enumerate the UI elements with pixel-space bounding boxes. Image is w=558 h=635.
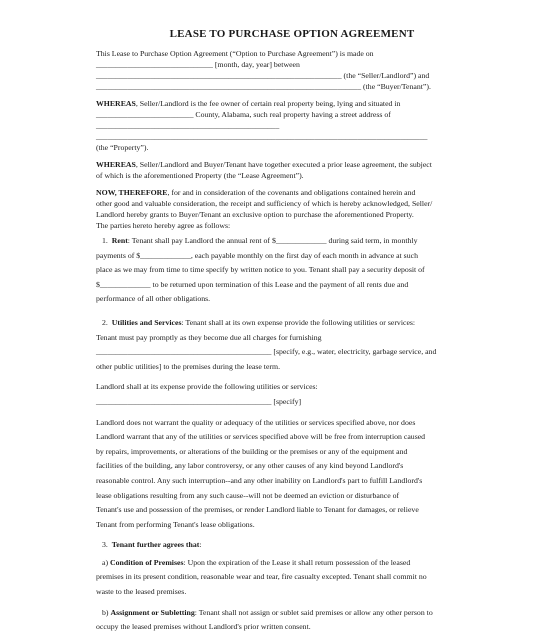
landlord-utilities-paragraph bbox=[96, 380, 488, 409]
utilities-line: reasonable control. Any such interruption--and any other inability on Landlord's part to fulfill Landlord's bbox=[96, 475, 423, 485]
whereas-line: _______________________________________________ bbox=[96, 121, 280, 130]
utilities-line: : Tenant shall at its own expense provide the following utilities or services: bbox=[181, 317, 416, 327]
utilities-line: _____________________________________________ [specify] bbox=[96, 396, 302, 406]
rent-heading: Rent bbox=[111, 236, 128, 245]
tenant-agrees-heading: Tenant further agrees that bbox=[111, 540, 200, 550]
rent-line: payments of $_____________, each payable monthly on the first day of each month in advance at such bbox=[96, 250, 418, 260]
whereas-line: , Seller/Landlord and Buyer/Tenant have together executed a prior lease agreement, the subject bbox=[135, 160, 432, 169]
utilities-line: Tenant from performing Tenant's lease obligations. bbox=[96, 519, 255, 529]
intro-buyer-line: ____________________________________________________________________ (the “Buyer/Tenant”). bbox=[96, 82, 431, 91]
section-number: 3. bbox=[102, 540, 108, 550]
utilities-line: facilities of the building, any labor controversy, or any other causes of any kind beyond Landlord's bbox=[96, 461, 404, 471]
whereas-lease-paragraph bbox=[96, 159, 488, 181]
utilities-heading: Utilities and Services bbox=[111, 317, 182, 327]
utilities-section bbox=[96, 316, 488, 374]
utilities-line: Landlord does not warrant the quality or adequacy of the utilities or services specified above, nor does bbox=[96, 417, 416, 427]
condition-line: waste to the leased premises. bbox=[96, 587, 187, 597]
intro-paragraph bbox=[96, 48, 488, 92]
utilities-line: _____________________________________________ [specify, e.g., water, electricity, garbage service, and bbox=[96, 347, 437, 357]
whereas-lead: WHEREAS bbox=[96, 99, 136, 108]
tenant-agrees-colon: : bbox=[199, 540, 202, 550]
intro-seller-line: _______________________________________________________________ (the “Seller/Landlord”) and bbox=[96, 71, 430, 80]
utilities-line: lease obligations resulting from any such cause--will not be deemed an eviction or disturbance of bbox=[96, 490, 400, 500]
whereas-line: _____________________________________________________________________________________ bbox=[96, 132, 428, 141]
assignment-section bbox=[96, 606, 488, 635]
whereas-line: , Seller/Landlord is the fee owner of certain real property being, lying and situated in bbox=[135, 99, 401, 108]
rent-line: place as we may from time to time specify by written notice to you. Tenant shall pay a security deposit of bbox=[96, 265, 425, 275]
utilities-line: Landlord warrant that any of the utilities or services specified above will be free from interruption caused bbox=[96, 432, 426, 442]
assignment-line: occupy the leased premises without Landlord's prior written consent. bbox=[96, 622, 311, 632]
section-number: 2. bbox=[102, 317, 108, 327]
condition-heading: Condition of Premises bbox=[110, 557, 184, 567]
subsection-label: b) bbox=[102, 607, 109, 617]
subsection-label: a) bbox=[102, 557, 109, 567]
assignment-line: : Tenant shall not assign or sublet said premises or allow any other person to bbox=[194, 607, 433, 617]
whereas-lead: WHEREAS bbox=[96, 160, 136, 169]
now-therefore-line: The parties hereto hereby agree as follows: bbox=[96, 221, 231, 230]
now-therefore-line: other good and valuable consideration, the receipt and sufficiency of which is hereby acknowledged, Seller/ bbox=[96, 199, 433, 208]
utilities-line: Tenant's use and possession of the premises, or render Landlord liable to Tenant for damages, or relieve bbox=[96, 505, 419, 515]
rent-line: : Tenant shall pay Landlord the annual rent of $_____________ during said term, in monthly bbox=[127, 236, 418, 245]
now-therefore-line: , for and in consideration of the covenants and obligations contained herein and bbox=[167, 188, 416, 197]
condition-line: : Upon the expiration of the Lease it shall return possession of the leased bbox=[183, 557, 411, 567]
whereas-line: _________________________ County, Alabama, such real property having a street address of bbox=[96, 110, 391, 119]
now-therefore-paragraph bbox=[96, 187, 488, 231]
intro-date-line: ______________________________ [month, day, year] between bbox=[96, 60, 300, 69]
now-therefore-lead: NOW, THEREFORE bbox=[96, 188, 168, 197]
intro-line: This Lease to Purchase Option Agreement (“Option to Purchase Agreement”) is made on bbox=[96, 49, 374, 58]
assignment-heading: Assignment or Subletting bbox=[110, 607, 195, 617]
condition-section bbox=[96, 556, 488, 600]
rent-section bbox=[96, 234, 488, 307]
whereas-line: of which is the aforementioned Property (the “Lease Agreement”). bbox=[96, 171, 304, 180]
utilities-line: Landlord shall at its expense provide the following utilities or services: bbox=[96, 382, 318, 392]
section-number: 1. bbox=[102, 236, 108, 245]
whereas-owner-paragraph bbox=[96, 98, 488, 153]
rent-line: performance of all other obligations. bbox=[96, 294, 211, 304]
utilities-line: other public utilities] to the premises during the lease term. bbox=[96, 361, 281, 371]
utilities-line: Tenant must pay promptly as they become due all charges for furnishing bbox=[96, 332, 322, 342]
now-therefore-line: Landlord hereby grants to Buyer/Tenant an exclusive option to purchase the aforementioned Property. bbox=[96, 210, 414, 219]
warranty-paragraph bbox=[96, 416, 488, 533]
condition-line: premises in its present condition, reasonable wear and tear, fire casualty excepted. Tenant shall commit no bbox=[96, 572, 427, 582]
rent-line: $_____________ to be returned upon termination of this Lease and the payment of all rents due and bbox=[96, 279, 409, 289]
tenant-agrees-section bbox=[96, 538, 488, 553]
document-title: LEASE TO PURCHASE OPTION AGREEMENT bbox=[169, 28, 415, 40]
utilities-line: by repairs, improvements, or alterations of the building or the premises or any of the equipment and bbox=[96, 446, 408, 456]
whereas-line: (the “Property”). bbox=[96, 143, 149, 152]
